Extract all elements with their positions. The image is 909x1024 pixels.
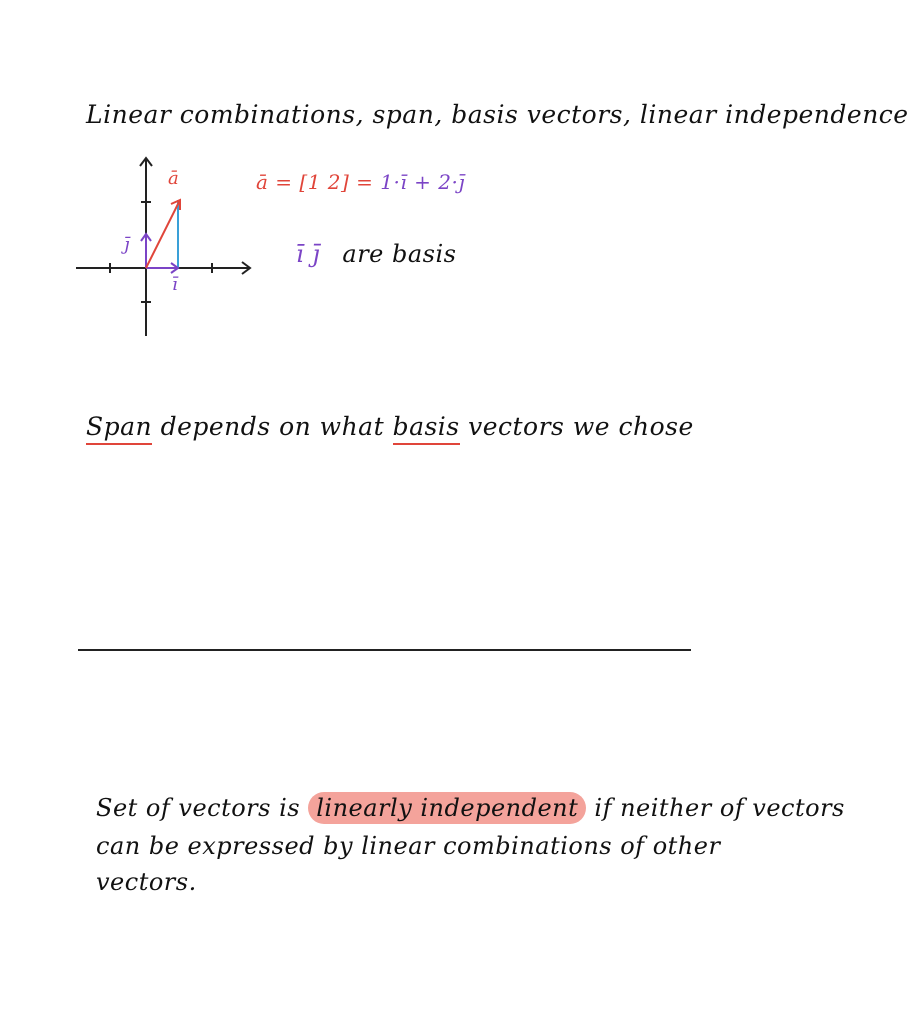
vector-a: [146, 200, 180, 268]
basis-i-label: ī: [172, 274, 178, 295]
basis-vectors-text: ī j̄: [296, 240, 321, 268]
span-word: Span: [86, 412, 152, 445]
page-title: Linear combinations, span, basis vectors, linear independence: [86, 100, 909, 129]
definition-line-1: [96, 794, 845, 822]
highlighted-term: linearly independent: [308, 792, 586, 824]
basis-word: basis: [393, 412, 460, 445]
section-divider: [78, 649, 691, 651]
basis-statement-text: are basis: [342, 240, 457, 268]
span-note-end: vectors we chose: [459, 412, 694, 441]
formula-lhs: ā = [1 2] =: [256, 170, 374, 194]
vector-diagram: [70, 150, 260, 345]
vector-a-label: ā: [168, 168, 179, 189]
basis-statement: [296, 240, 456, 268]
definition-line1-end: if neither of vectors: [586, 794, 845, 822]
span-note: [86, 412, 694, 441]
formula-rhs: 1·ī + 2·j̄: [380, 170, 466, 194]
definition-line-3: vectors.: [96, 868, 197, 896]
basis-j-label: j̄: [124, 234, 130, 255]
definition-start: Set of vectors is: [96, 794, 309, 822]
span-note-middle: depends on what: [152, 412, 393, 441]
definition-line-2: can be expressed by linear combinations of other: [96, 832, 721, 860]
vector-formula: [256, 170, 465, 194]
